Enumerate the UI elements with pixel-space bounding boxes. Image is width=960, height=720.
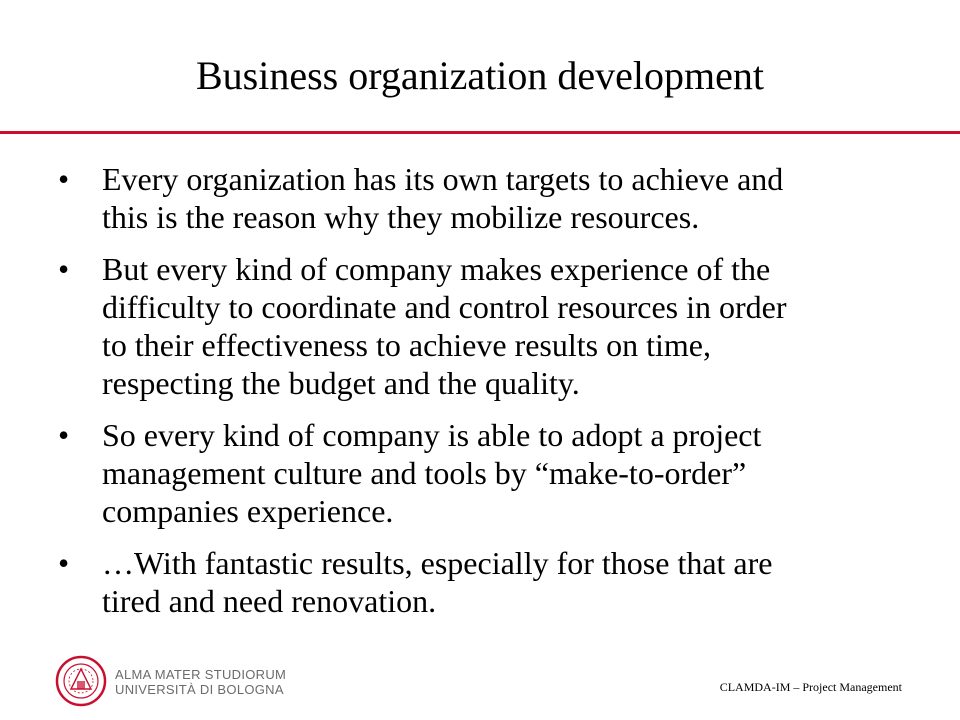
bullet-item (58, 544, 918, 620)
bullet-item (58, 250, 918, 402)
bullet-line: But every kind of company makes experience of the (102, 251, 771, 287)
bullet-line: Every organization has its own targets to achieve and (102, 161, 784, 197)
logo-line-2: UNIVERSITÀ DI BOLOGNA (115, 682, 284, 697)
bullet-line: this is the reason why they mobilize resources. (102, 199, 700, 235)
bullet-list (58, 160, 918, 634)
bullet-marker: • (58, 161, 70, 197)
bullet-line: So every kind of company is able to adopt a project (102, 417, 762, 453)
bullet-line: respecting the budget and the quality. (102, 365, 580, 401)
bullet-marker: • (58, 251, 70, 287)
bullet-marker: • (58, 417, 70, 453)
bullet-line: companies experience. (102, 493, 394, 529)
bullet-marker: • (58, 545, 70, 581)
university-logo (55, 655, 287, 709)
logo-line-1: ALMA MATER STUDIORUM (115, 667, 287, 682)
bullet-line: tired and need renovation. (102, 583, 437, 619)
bullet-line: difficulty to coordinate and control resources in order (102, 289, 787, 325)
slide-title: Business organization development (195, 53, 765, 98)
bullet-item (58, 416, 918, 530)
logo-text (115, 667, 286, 697)
bullet-line: …With fantastic results, especially for those that are (102, 545, 773, 581)
bullet-line: management culture and tools by “make-to-order” (102, 455, 747, 491)
footer-caption: CLAMDA-IM – Project Management (719, 680, 902, 694)
university-seal-icon (55, 655, 107, 707)
bullet-item (58, 160, 918, 236)
bullet-line: to their effectiveness to achieve results on time, (102, 327, 711, 363)
title-divider (0, 131, 960, 134)
